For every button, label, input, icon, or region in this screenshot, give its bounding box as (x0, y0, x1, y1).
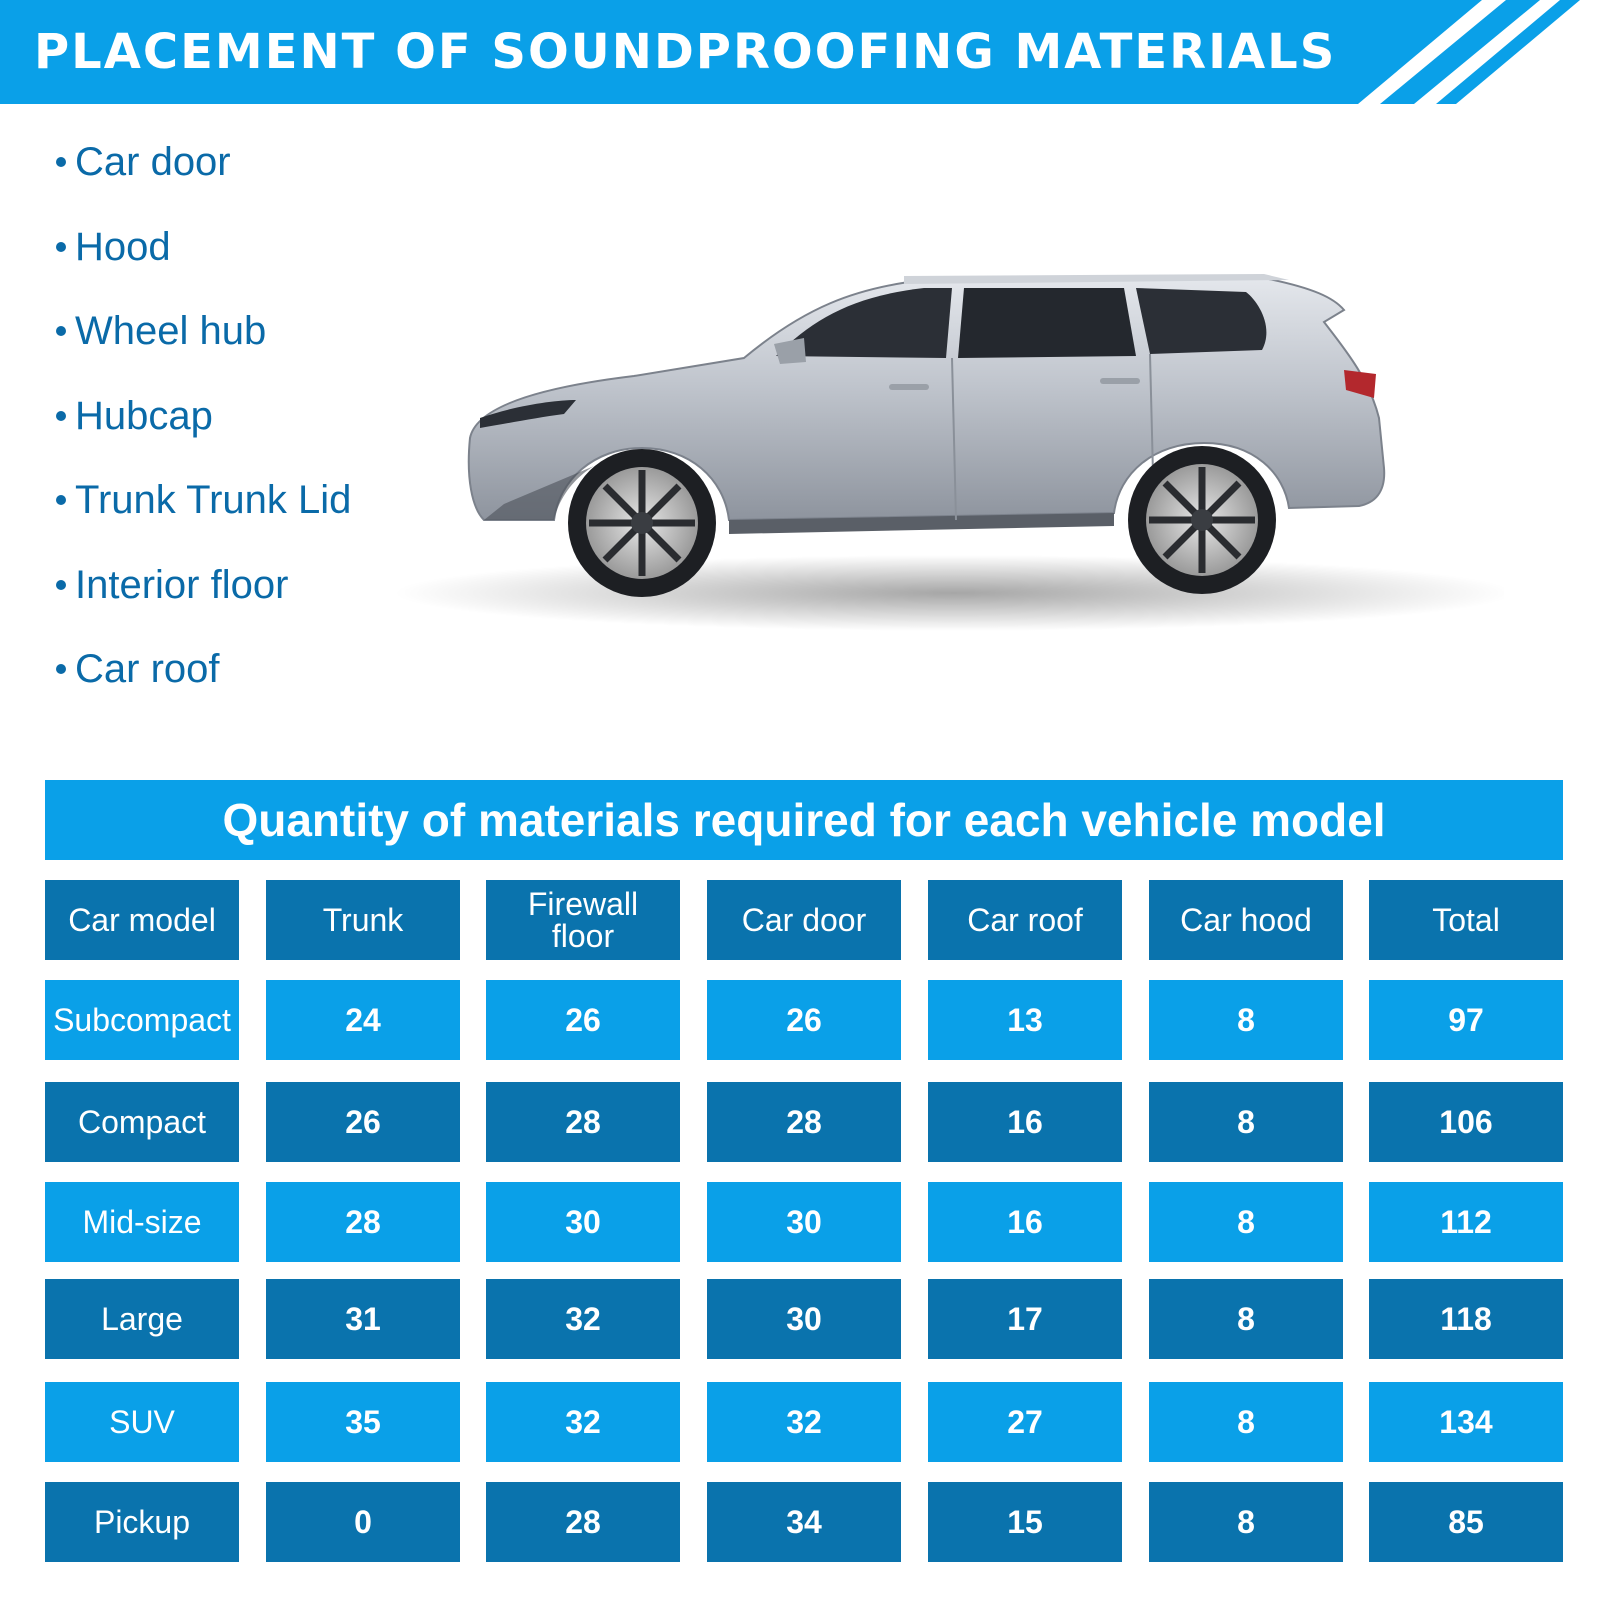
table-cell: 32 (707, 1382, 901, 1462)
table-cell: 30 (707, 1182, 901, 1262)
table-cell: 16 (928, 1182, 1122, 1262)
table-cell: 8 (1149, 1382, 1343, 1462)
table-cell: 28 (486, 1482, 680, 1562)
table-cell: 35 (266, 1382, 460, 1462)
table-cell: 26 (486, 980, 680, 1060)
column-header: Car hood (1149, 880, 1343, 960)
table-cell: 26 (707, 980, 901, 1060)
placement-label: Wheel hub (75, 309, 267, 353)
table-cell: 32 (486, 1279, 680, 1359)
column-header: Firewall floor (486, 880, 680, 960)
table-cell: 8 (1149, 980, 1343, 1060)
table-cell: 16 (928, 1082, 1122, 1162)
table-cell: 8 (1149, 1182, 1343, 1262)
placement-label: Car door (75, 140, 231, 184)
table-cell: 106 (1369, 1082, 1563, 1162)
table-cell: 118 (1369, 1279, 1563, 1359)
table-cell: 28 (707, 1082, 901, 1162)
table-cell: 8 (1149, 1482, 1343, 1562)
column-header: Total (1369, 880, 1563, 960)
table-cell: 8 (1149, 1279, 1343, 1359)
table-cell: 134 (1369, 1382, 1563, 1462)
table-cell: 24 (266, 980, 460, 1060)
table-cell: 28 (266, 1182, 460, 1262)
table-cell: 112 (1369, 1182, 1563, 1262)
table-cell: 97 (1369, 980, 1563, 1060)
table-cell: 8 (1149, 1082, 1343, 1162)
placement-label: Interior floor (75, 562, 289, 607)
table-title: Quantity of materials required for each vehicle model (45, 780, 1563, 860)
table-cell: 32 (486, 1382, 680, 1462)
table-cell: 28 (486, 1082, 680, 1162)
table-cell: 17 (928, 1279, 1122, 1359)
table-cell: 13 (928, 980, 1122, 1060)
row-label: Pickup (45, 1482, 239, 1562)
row-label: SUV (45, 1382, 239, 1462)
placement-label: Hood (75, 224, 171, 269)
table-cell: 30 (707, 1279, 901, 1359)
table-cell: 30 (486, 1182, 680, 1262)
row-label: Compact (45, 1082, 239, 1162)
column-header: Car model (45, 880, 239, 960)
table-cell: 0 (266, 1482, 460, 1562)
table-cell: 27 (928, 1382, 1122, 1462)
table-cell: 15 (928, 1482, 1122, 1562)
table-cell: 26 (266, 1082, 460, 1162)
placement-label: Hubcap (75, 393, 213, 438)
row-label: Large (45, 1279, 239, 1359)
table-cell: 85 (1369, 1482, 1563, 1562)
column-header: Car roof (928, 880, 1122, 960)
column-header: Car door (707, 880, 901, 960)
column-header: Trunk (266, 880, 460, 960)
row-label: Mid-size (45, 1182, 239, 1262)
table-cell: 34 (707, 1482, 901, 1562)
row-label: Subcompact (45, 980, 239, 1060)
page-title: PLACEMENT OF SOUNDPROOFING MATERIALS (34, 24, 1337, 80)
placement-label: Car roof (75, 647, 220, 691)
table-cell: 31 (266, 1279, 460, 1359)
placement-label: Trunk Trunk Lid (75, 478, 352, 522)
